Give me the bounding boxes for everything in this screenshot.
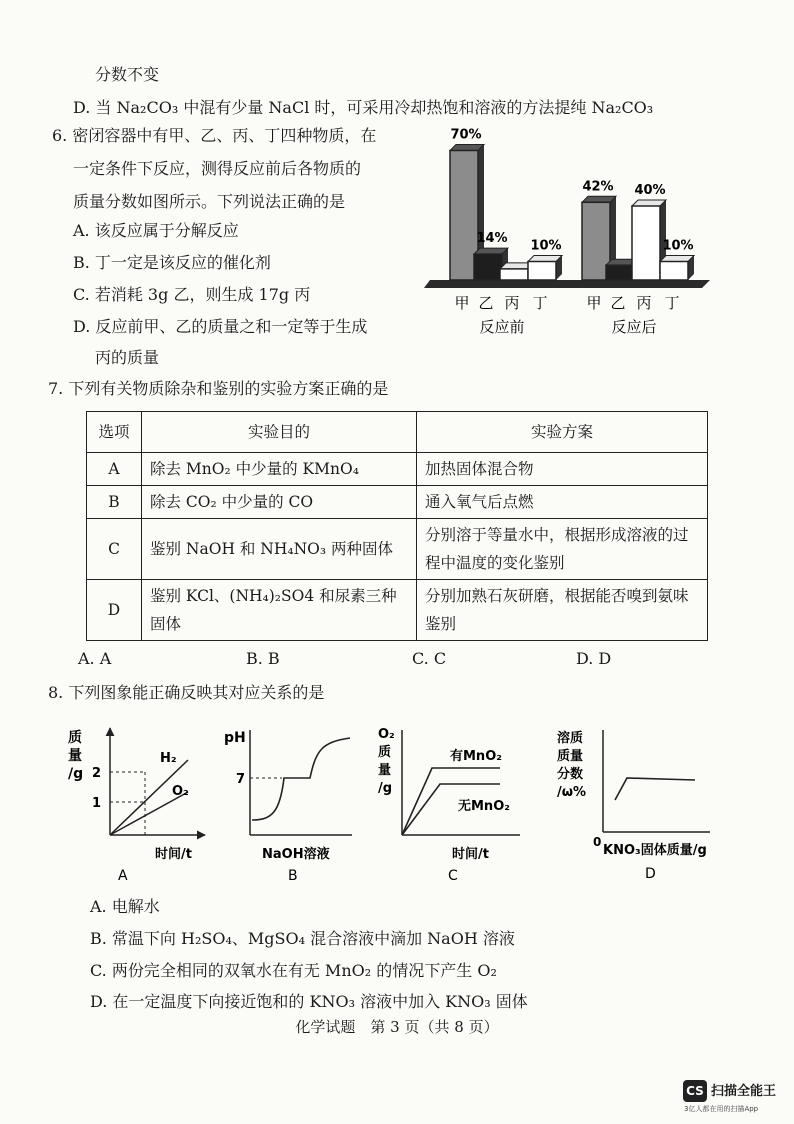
bar-category-label: 丁 <box>532 294 548 312</box>
table-cell-option: A <box>87 453 142 486</box>
bar-category-label: 甲 <box>586 294 602 312</box>
table-row <box>87 580 708 641</box>
q7-answer-c: C. C <box>412 649 447 668</box>
q7-answer-a: A. A <box>78 649 112 668</box>
bar-category-label: 乙 <box>478 294 494 312</box>
table-header-cell: 实验方案 <box>417 412 708 453</box>
table-cell-goal: 鉴别 NaOH 和 NH₄NO₃ 两种固体 <box>142 519 417 580</box>
chart-floor <box>424 280 710 288</box>
bar-反应后-乙 <box>606 265 634 280</box>
graph-d-ylabel: 分数 <box>557 767 584 782</box>
bar-category-label: 丙 <box>504 294 520 312</box>
bar-top <box>474 248 508 254</box>
bar-group-label: 反应前 <box>479 318 525 336</box>
bar-top <box>450 145 484 151</box>
graph-c-ylabel: 质 <box>378 745 392 760</box>
bar-反应前-乙 <box>474 254 502 280</box>
graph-b-letter: B <box>288 868 298 884</box>
table-header-cell: 实验目的 <box>142 412 417 453</box>
table-cell-goal: 除去 MnO₂ 中少量的 KMnO₄ <box>142 453 417 486</box>
q6-option-d: D. 反应前甲、乙的质量之和一定等于生成 <box>73 317 368 336</box>
q7-options-table <box>86 411 708 641</box>
graph-a-tick: 2 <box>92 766 102 781</box>
graph-c-ylabel: /g <box>378 781 393 796</box>
table-row <box>87 519 708 580</box>
q6-stem-line-1: 6. 密闭容器中有甲、乙、丙、丁四种物质，在 <box>52 126 377 145</box>
bar-category-label: 乙 <box>610 294 626 312</box>
bar-category-label: 甲 <box>454 294 470 312</box>
bar-group-label: 反应后 <box>611 318 657 336</box>
graph-c-ylabel: 量 <box>378 763 392 778</box>
graph-d-ylabel: /ω% <box>557 785 587 800</box>
graph-b-tick: 7 <box>236 772 246 787</box>
bar-top <box>528 256 562 262</box>
table-cell-plan: 分别加熟石灰研磨，根据能否嗅到氨味鉴别 <box>417 580 708 641</box>
q5-option-c-tail: 分数不变 <box>95 65 160 84</box>
graph-d-xlabel: KNO₃固体质量/g <box>603 843 707 858</box>
bar-value-label: 40% <box>634 183 666 198</box>
scanner-logo: CS <box>683 1080 707 1102</box>
graph-d-letter: D <box>645 866 656 882</box>
table-header-cell: 选项 <box>87 412 142 453</box>
graph-c-xlabel: 时间/t <box>452 847 489 862</box>
q8-graph-d <box>555 720 725 890</box>
q8-option-b: B. 常温下向 H₂SO₄、MgSO₄ 混合溶液中滴加 NaOH 溶液 <box>90 929 515 948</box>
bar-top <box>660 256 694 262</box>
scanner-tagline: 3亿人都在用的扫描App <box>684 1105 759 1113</box>
table-cell-option: B <box>87 486 142 519</box>
table-cell-plan: 通入氧气后点燃 <box>417 486 708 519</box>
graph-a-series-label: O₂ <box>172 784 189 799</box>
graph-d-origin: 0 <box>593 835 602 849</box>
table-cell-option: D <box>87 580 142 641</box>
table-cell-plan: 加热固体混合物 <box>417 453 708 486</box>
graph-c-series-label: 有MnO₂ <box>450 749 502 764</box>
graph-b-ylabel: pH <box>224 730 246 746</box>
graph-a-tick: 1 <box>92 796 102 811</box>
graph-a-ylabel: 量 <box>68 748 82 764</box>
graph-b-xlabel: NaOH溶液 <box>262 847 330 862</box>
graph-d-ylabel: 质量 <box>557 749 584 764</box>
q6-option-a: A. 该反应属于分解反应 <box>73 221 239 240</box>
q8-graph-b <box>222 720 372 890</box>
graph-a-series-label: H₂ <box>160 751 177 766</box>
q5-option-d: D. 当 Na₂CO₃ 中混有少量 NaCl 时，可采用冷却热饱和溶液的方法提纯 Na₂CO₃ <box>73 98 654 117</box>
q8-graph-a <box>60 720 230 890</box>
bar-top <box>582 196 616 202</box>
bar-反应前-丁 <box>528 262 556 281</box>
q6-option-c: C. 若消耗 3g 乙，则生成 17g 丙 <box>73 285 311 304</box>
q6-option-d-cont: 丙的质量 <box>95 348 160 367</box>
table-cell-plan: 分别溶于等量水中，根据形成溶液的过程中温度的变化鉴别 <box>417 519 708 580</box>
page-footer: 化学试题 第 3 页（共 8 页） <box>295 1018 499 1036</box>
q6-stem-line-2: 一定条件下反应，测得反应前后各物质的 <box>73 159 362 178</box>
table-row <box>87 486 708 519</box>
scanner-name: 扫描全能王 <box>711 1084 777 1099</box>
bar-value-label: 14% <box>476 231 508 247</box>
table-cell-goal: 鉴别 KCl、(NH₄)₂SO4 和尿素三种固体 <box>142 580 417 641</box>
bar-value-label: 10% <box>662 238 694 254</box>
bar-反应后-丙 <box>632 206 660 280</box>
bar-top <box>632 200 666 206</box>
graph-c-series-label: 无MnO₂ <box>458 799 510 814</box>
graph-c-letter: C <box>448 868 458 884</box>
table-row <box>87 453 708 486</box>
q7-answer-d: D. D <box>576 649 612 668</box>
q6-option-b: B. 丁一定是该反应的催化剂 <box>73 253 271 272</box>
bar-value-label: 10% <box>530 238 562 254</box>
bar-category-label: 丙 <box>636 294 652 312</box>
table-header-row <box>87 412 708 453</box>
q8-graph-c <box>372 720 532 890</box>
q7-stem: 7. 下列有关物质除杂和鉴别的实验方案正确的是 <box>48 379 389 398</box>
graph-a-ylabel: 质 <box>68 730 82 746</box>
bar-反应前-丙 <box>500 269 528 280</box>
graph-a-xlabel: 时间/t <box>155 847 192 862</box>
q8-option-c: C. 两份完全相同的双氧水在有无 MnO₂ 的情况下产生 O₂ <box>90 961 497 980</box>
table-cell-option: C <box>87 519 142 580</box>
bar-value-label: 70% <box>450 127 482 143</box>
bar-反应后-丁 <box>660 262 688 281</box>
table-cell-goal: 除去 CO₂ 中少量的 CO <box>142 486 417 519</box>
q6-stem-line-3: 质量分数如图所示。下列说法正确的是 <box>73 192 346 211</box>
graph-d-ylabel: 溶质 <box>557 731 584 746</box>
q6-bar-chart <box>420 125 720 345</box>
bar-category-label: 丁 <box>664 294 680 312</box>
q8-stem: 8. 下列图象能正确反映其对应关系的是 <box>48 683 325 702</box>
bar-value-label: 42% <box>582 179 614 195</box>
graph-c-ylabel: O₂ <box>378 727 395 742</box>
q8-option-d: D. 在一定温度下向接近饱和的 KNO₃ 溶液中加入 KNO₃ 固体 <box>90 992 528 1011</box>
graph-a-letter: A <box>118 868 128 884</box>
graph-a-ylabel: /g <box>68 766 84 782</box>
q8-option-a: A. 电解水 <box>90 897 160 916</box>
q7-answer-b: B. B <box>246 649 280 668</box>
